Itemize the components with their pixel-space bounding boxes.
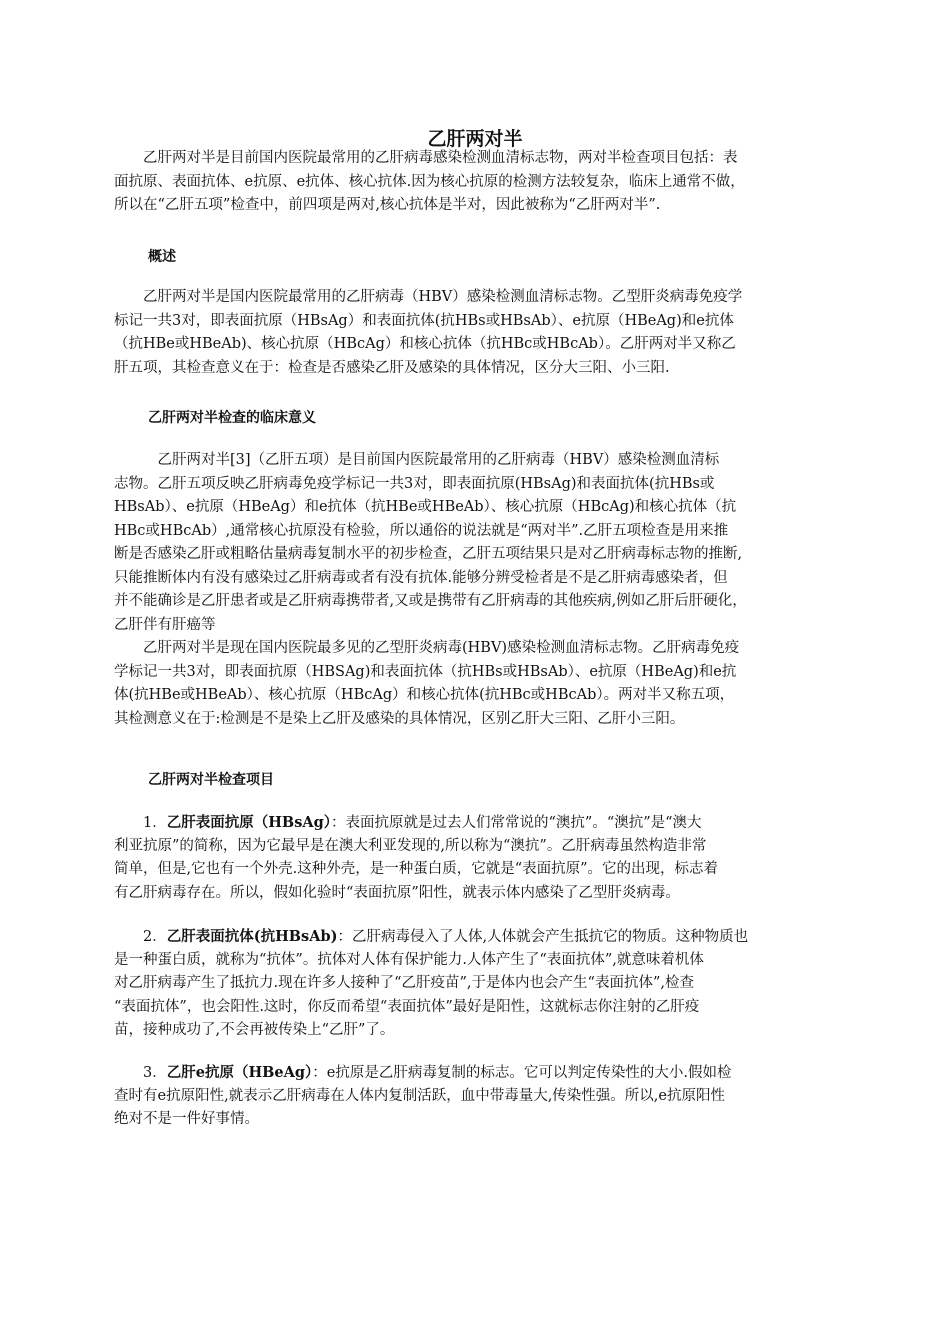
text-line: 其检测意义在于:检测是不是染上乙肝及感染的具体情况，区别乙肝大三阳、乙肝小三阳。 bbox=[114, 710, 685, 727]
item-term: 乙肝表面抗原（HBsAg） bbox=[166, 814, 331, 831]
text-line: 乙肝两对半是现在国内医院最多见的乙型肝炎病毒(HBV)感染检测血清标志物。乙肝病毒免疫 bbox=[114, 640, 740, 656]
text-line: 标记一共3对，即表面抗原（HBsAg）和表面抗体(抗HBs或HBsAb）、e抗原（HBeAg)和e抗体 bbox=[114, 312, 734, 329]
text-line: 只能推断体内有没有感染过乙肝病毒或者有没有抗体.能够分辨受检者是不是乙肝病毒感染者，但 bbox=[114, 569, 728, 586]
text-line: 并不能确诊是乙肝患者或是乙肝病毒携带者,又或是携带有乙肝病毒的其他疾病,例如乙肝后肝硬化， bbox=[114, 593, 747, 609]
text-line: 肝五项，其检查意义在于：检查是否感染乙肝及感染的具体情况，区分大三阳、小三阳. bbox=[114, 359, 670, 376]
text-line: 断是否感染乙肝或粗略估量病毒复制水平的初步检查，乙肝五项结果只是对乙肝病毒标志物的推断, bbox=[114, 546, 743, 562]
text-line: 苗，接种成功了,不会再被传染上“乙肝”了。 bbox=[114, 1022, 395, 1038]
item-text: ：e抗原是乙肝病毒复制的标志。它可以判定传染性的大小.假如检 bbox=[312, 1065, 732, 1081]
text-line: 利亚抗原”的简称，因为它最早是在澳大利亚发现的,所以称为“澳抗”。乙肝病毒虽然构造非常 bbox=[114, 837, 707, 854]
text-line: 志物。乙肝五项反映乙肝病毒免疫学标记一共3对，即表面抗原(HBsAg)和表面抗体(抗HBs或 bbox=[114, 475, 715, 492]
text-line: 对乙肝病毒产生了抵抗力.现在许多人接种了“乙肝疫苗”,于是体内也会产生“表面抗体”,检查 bbox=[114, 975, 694, 991]
section-heading-items: 乙肝两对半检查项目 bbox=[148, 772, 274, 788]
text-line: 绝对不是一件好事情。 bbox=[114, 1111, 259, 1127]
text-line: 所以在“乙肝五项”检查中，前四项是两对,核心抗体是半对，因此被称为“乙肝两对半”. bbox=[114, 197, 661, 213]
text-line: “表面抗体”，也会阳性.这时，你反而希望“表面抗体”最好是阳性，这就标志你注射的乙肝疫 bbox=[114, 998, 700, 1015]
text-line: 乙肝两对半是目前国内医院最常用的乙肝病毒感染检测血清标志物，两对半检查项目包括：表 bbox=[114, 150, 738, 166]
text-line: 简单，但是,它也有一个外壳.这种外壳，是一种蛋白质，它就是“表面抗原”。它的出现，标志着 bbox=[114, 861, 719, 877]
text-line: （抗HBe或HBeAb)、核心抗原（HBcAg）和核心抗体（抗HBc或HBcAb）。乙肝两对半又称乙 bbox=[114, 336, 736, 352]
text-line: 是一种蛋白质，就称为“抗体”。抗体对人体有保护能力.人体产生了“表面抗体”,就意味着机体 bbox=[114, 951, 704, 968]
item-1-paragraph bbox=[114, 811, 834, 905]
text-line: HBc或HBcAb）,通常核心抗原没有检验，所以通俗的说法就是“两对半”.乙肝五项检查是用来推 bbox=[114, 522, 729, 539]
item-number: 2． bbox=[114, 929, 167, 945]
text-line bbox=[114, 1061, 834, 1085]
overview-paragraph bbox=[114, 286, 834, 380]
text-line: 学标记一共3对，即表面抗原（HBSAg)和表面抗体（抗HBs或HBsAb）、e抗原（HBeAg)和e抗 bbox=[114, 663, 737, 680]
page-title: 乙肝两对半 bbox=[427, 128, 523, 150]
item-2-paragraph bbox=[114, 925, 834, 1043]
text-line bbox=[114, 811, 834, 835]
section-heading-overview: 概述 bbox=[148, 249, 176, 265]
section-heading-clinical: 乙肝两对半检查的临床意义 bbox=[148, 410, 316, 426]
item-number: 1． bbox=[114, 815, 167, 831]
clinical-paragraph bbox=[114, 449, 834, 731]
text-line: 乙肝两对半[3]（乙肝五项）是目前国内医院最常用的乙肝病毒（HBV）感染检测血清标 bbox=[114, 452, 720, 468]
text-line: 体(抗HBe或HBeAb）、核心抗原（HBcAg）和核心抗体(抗HBc或HBcAb）。两对半又称五项， bbox=[114, 687, 735, 703]
item-3-paragraph bbox=[114, 1061, 834, 1132]
text-line: 面抗原、表面抗体、e抗原、e抗体、核心抗体.因为核心抗原的检测方法较复杂，临床上通常不做， bbox=[114, 173, 745, 190]
item-text: ：表面抗原就是过去人们常常说的“澳抗”。“澳抗”是“澳大 bbox=[331, 815, 702, 831]
text-line: 乙肝伴有肝癌等 bbox=[114, 616, 216, 633]
item-text: ：乙肝病毒侵入了人体,人体就会产生抵抗它的物质。这种物质也 bbox=[337, 929, 749, 945]
intro-paragraph bbox=[114, 147, 834, 218]
text-line: 乙肝两对半是国内医院最常用的乙肝病毒（HBV）感染检测血清标志物。乙型肝炎病毒免疫学 bbox=[114, 289, 743, 305]
item-term: 乙肝表面抗体(抗HBsAb) bbox=[166, 928, 338, 945]
item-term: 乙肝e抗原（HBeAg） bbox=[166, 1064, 313, 1081]
text-line: HBsAb）、e抗原（HBeAg）和e抗体（抗HBe或HBeAb）、核心抗原（HBcAg)和核心抗体（抗 bbox=[114, 499, 737, 515]
text-line bbox=[114, 925, 834, 949]
text-line: 有乙肝病毒存在。所以，假如化验时“表面抗原”阳性，就表示体内感染了乙型肝炎病毒。 bbox=[114, 884, 680, 901]
text-line: 查时有e抗原阳性,就表示乙肝病毒在人体内复制活跃，血中带毒量大,传染性强。所以,e抗原阳性 bbox=[114, 1087, 725, 1104]
item-number: 3． bbox=[114, 1065, 167, 1081]
